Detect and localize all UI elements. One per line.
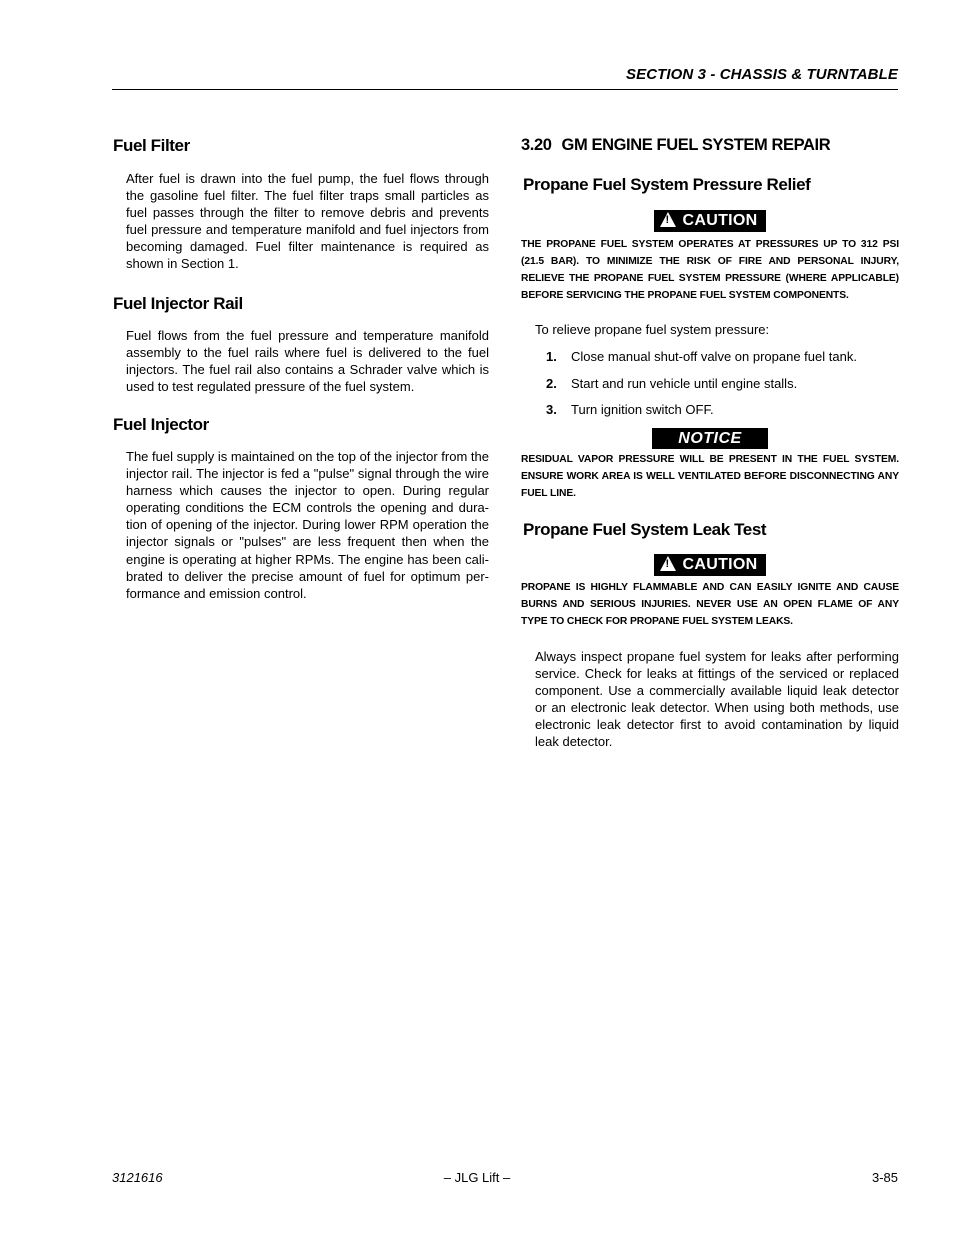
- left-column: [113, 136, 489, 602]
- caution-badge: [654, 210, 767, 232]
- caution-badge: [654, 554, 767, 576]
- warning-triangle-icon: [660, 556, 676, 571]
- fuel-injector-text: The fuel supply is maintained on the top of the injector from the injector rail. The injector is fed a "pulse" signal through the wire harness which causes the injector to open. During regular operating conditions the ECM controls the opening and dura-tion of opening of the injector. During lower RPM operation the injector signals or "pulses" are less frequent then when the engine is operating at higher RPMs. The engine has been cali-brated to deliver the precise amount of fuel for optimum per-formance and emission control.: [126, 448, 489, 601]
- leak-test-heading: Propane Fuel System Leak Test: [523, 520, 767, 540]
- relief-steps: [521, 348, 899, 418]
- notice-text: RESIDUAL VAPOR PRESSURE WILL BE PRESENT IN THE FUEL SYSTEM. ENSURE WORK AREA IS WELL VENTILATED BEFORE DISCONNECTING ANY FUEL LINE.: [521, 453, 899, 500]
- footer-page-number: 3-85: [871, 1170, 898, 1185]
- list-item: 1. Close manual shut-off valve on propane fuel tank.: [546, 349, 857, 365]
- fuel-injector-rail-text: Fuel flows from the fuel pressure and temperature manifold assembly to the fuel rails where fuel is delivered to the fuel injectors. The fuel rail also contains a Schrader valve which is used to test regulated pressure of the fuel system.: [126, 327, 489, 394]
- caution-text: THE PROPANE FUEL SYSTEM OPERATES AT PRESSURES UP TO 312 PSI (21.5 BAR). TO MINIMIZE THE RISK OF FIRE AND PERSONAL INJURY, RELIEVE THE PROPANE FUEL SYSTEM PRESSURE (WHERE APPLICABLE) BEFORE SERVICING THE PROPANE FUEL SYSTEM COMPONENTS.: [521, 239, 899, 302]
- caution-label: CAUTION: [682, 212, 758, 229]
- pressure-relief-heading: Propane Fuel System Pressure Relief: [523, 175, 811, 194]
- header-rule: [112, 89, 898, 90]
- notice-badge: NOTICE: [652, 428, 768, 449]
- fuel-injector-heading: Fuel Injector: [113, 414, 209, 434]
- fuel-injector-rail-heading: Fuel Injector Rail: [113, 293, 243, 313]
- caution-label: CAUTION: [682, 556, 758, 574]
- section-number: 3.20: [521, 136, 552, 154]
- leak-test-text: Always inspect propane fuel system for leaks after performing service. Check for leaks at fittings of the serviced or replaced component. Use a commercially available liquid leak detector or an electronic leak detector. When using both methods, use electronic leak detector first to avoid contamination by liquid leak detector.: [535, 648, 899, 749]
- fuel-filter-text: After fuel is drawn into the fuel pump, the fuel flows through the gasoline fuel filter. The fuel filter traps small particles as fuel passes through the filter to remove debris and prevents fuel pressure and temperature manifold and fuel injectors from becoming damaged. Fuel filter maintenance is required as shown in Section 1.: [126, 171, 489, 272]
- list-item: 2. Start and run vehicle until engine stalls.: [546, 375, 798, 391]
- footer-doc-number: 3121616: [112, 1170, 163, 1185]
- fuel-filter-heading: Fuel Filter: [113, 136, 190, 155]
- warning-triangle-icon: [660, 212, 676, 227]
- page-header-title: SECTION 3 - CHASSIS & TURNTABLE: [625, 66, 898, 83]
- caution-text: PROPANE IS HIGHLY FLAMMABLE AND CAN EASILY IGNITE AND CAUSE BURNS AND SERIOUS INJURIES. NEVER USE AN OPEN FLAME OF ANY TYPE TO CHECK FOR PROPANE FUEL SYSTEM LEAKS.: [521, 582, 899, 628]
- footer-center: – JLG Lift –: [443, 1170, 511, 1185]
- section-heading: [521, 136, 899, 155]
- section-title: GM ENGINE FUEL SYSTEM REPAIR: [561, 136, 831, 154]
- right-column: [521, 136, 899, 750]
- list-item: 3. Turn ignition switch OFF.: [546, 402, 714, 418]
- relieve-intro: To relieve propane fuel system pressure:: [535, 322, 770, 338]
